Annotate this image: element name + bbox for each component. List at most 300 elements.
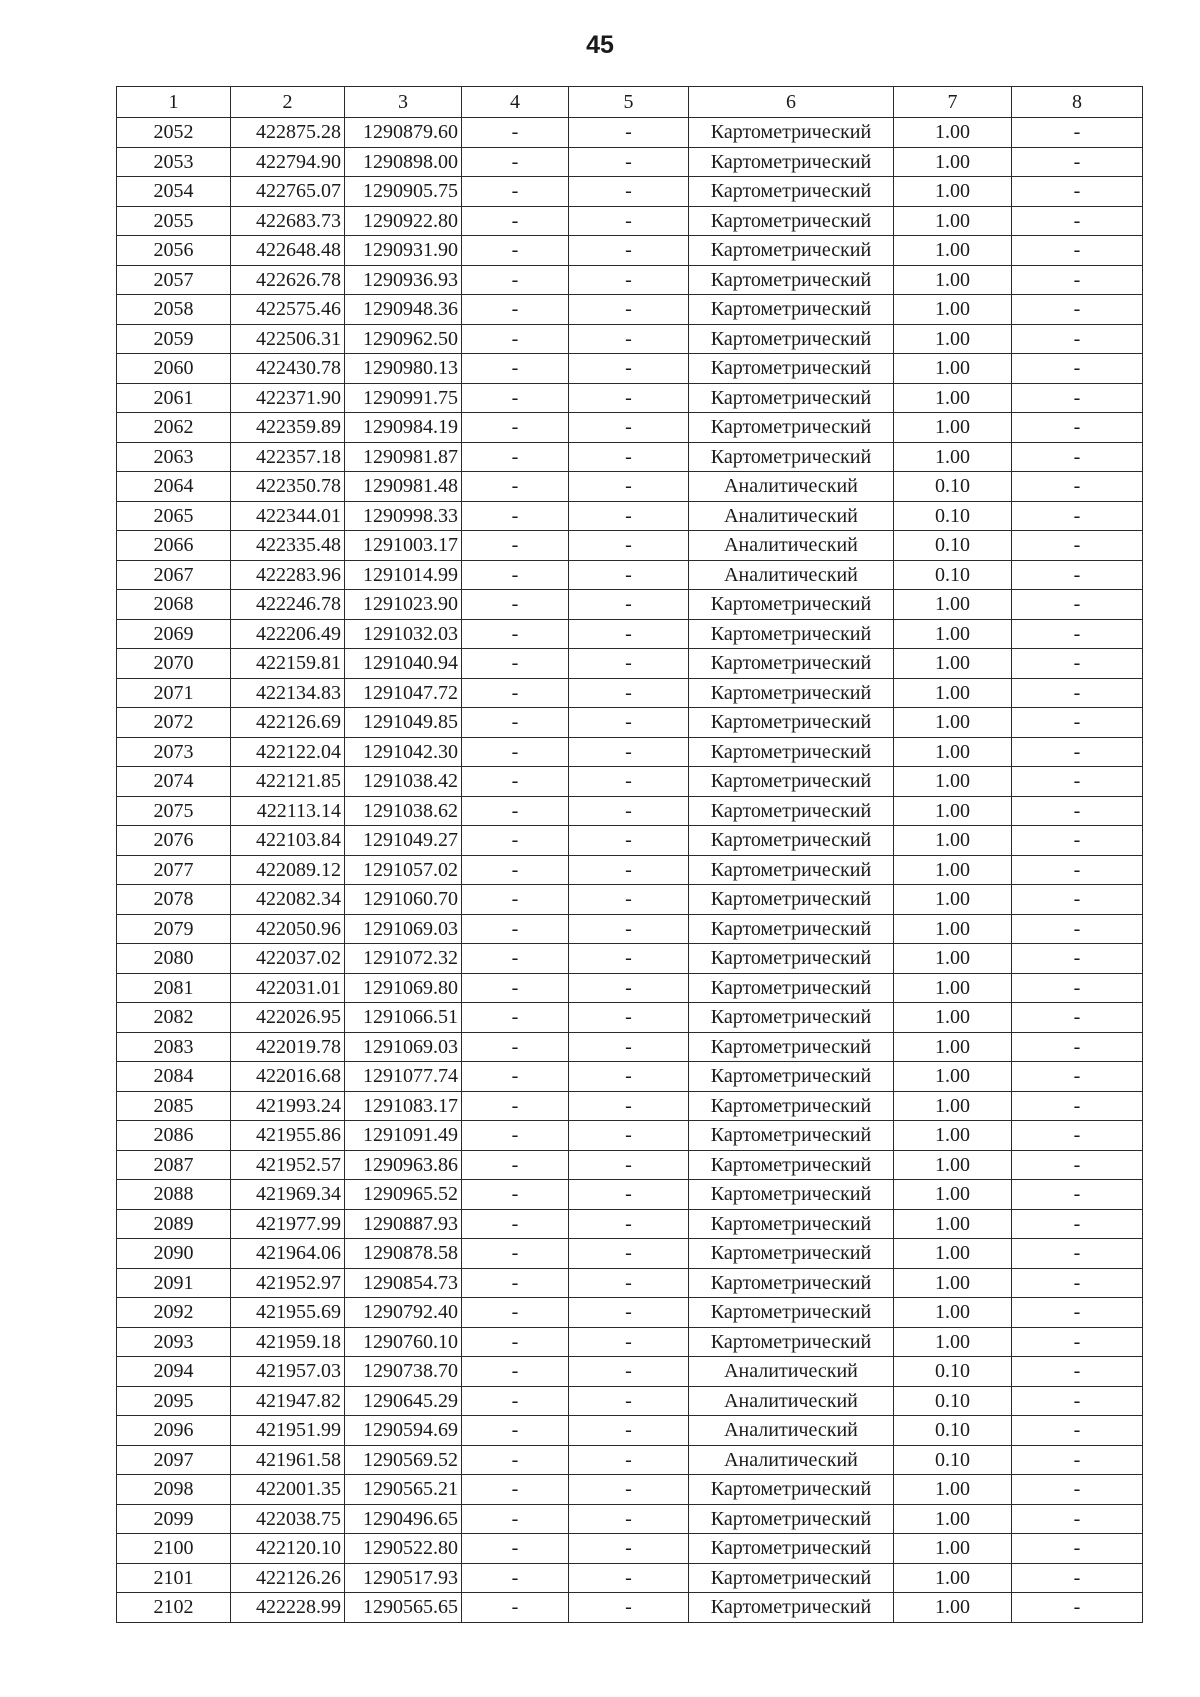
table-cell: 1290565.21: [345, 1475, 462, 1505]
table-cell: 1290991.75: [345, 383, 462, 413]
table-cell: 1.00: [894, 1298, 1012, 1328]
table-row: [117, 1327, 1143, 1357]
table-cell: 1290981.48: [345, 472, 462, 502]
table-cell: -: [1012, 560, 1143, 590]
table-cell: 2053: [117, 147, 231, 177]
table-cell: 1.00: [894, 1504, 1012, 1534]
table-cell: -: [462, 1298, 569, 1328]
table-cell: Аналитический: [689, 1416, 894, 1446]
table-cell: Картометрический: [689, 1563, 894, 1593]
table-row: [117, 1563, 1143, 1593]
table-cell: 422335.48: [231, 531, 345, 561]
table-cell: 422113.14: [231, 796, 345, 826]
table-cell: 2075: [117, 796, 231, 826]
table-cell: -: [462, 619, 569, 649]
table-cell: 1.00: [894, 737, 1012, 767]
table-header-row: [117, 87, 1143, 118]
table-cell: 1.00: [894, 1239, 1012, 1269]
table-cell: -: [569, 1445, 689, 1475]
table-cell: -: [569, 619, 689, 649]
table-cell: 1.00: [894, 944, 1012, 974]
table-cell: 2082: [117, 1003, 231, 1033]
table-cell: -: [569, 177, 689, 207]
table-row: [117, 855, 1143, 885]
table-cell: 1.00: [894, 1209, 1012, 1239]
table-cell: -: [462, 767, 569, 797]
table-row: [117, 118, 1143, 148]
table-cell: Картометрический: [689, 147, 894, 177]
table-cell: 1291069.03: [345, 1032, 462, 1062]
table-cell: -: [1012, 737, 1143, 767]
table-cell: Картометрический: [689, 737, 894, 767]
table-cell: 422089.12: [231, 855, 345, 885]
table-cell: -: [462, 914, 569, 944]
table-cell: -: [1012, 118, 1143, 148]
table-cell: 1291091.49: [345, 1121, 462, 1151]
table-cell: 2101: [117, 1563, 231, 1593]
table-cell: 422019.78: [231, 1032, 345, 1062]
table-cell: -: [462, 708, 569, 738]
table-cell: 2058: [117, 295, 231, 325]
table-cell: -: [462, 442, 569, 472]
table-cell: 1290854.73: [345, 1268, 462, 1298]
table-cell: 2078: [117, 885, 231, 915]
table-cell: 422350.78: [231, 472, 345, 502]
table-cell: -: [1012, 826, 1143, 856]
table-body: [117, 87, 1143, 1623]
table-row: [117, 560, 1143, 590]
table-cell: 422134.83: [231, 678, 345, 708]
table-row: [117, 206, 1143, 236]
table-cell: 2083: [117, 1032, 231, 1062]
table-row: [117, 531, 1143, 561]
table-cell: -: [462, 1357, 569, 1387]
table-cell: -: [569, 1298, 689, 1328]
table-cell: 421955.86: [231, 1121, 345, 1151]
table-cell: 422037.02: [231, 944, 345, 974]
table-cell: -: [462, 944, 569, 974]
table-cell: -: [569, 1239, 689, 1269]
table-cell: -: [462, 1593, 569, 1623]
table-cell: 1.00: [894, 1062, 1012, 1092]
table-cell: -: [1012, 1062, 1143, 1092]
table-cell: 1.00: [894, 855, 1012, 885]
table-cell: 1290565.65: [345, 1593, 462, 1623]
table-cell: 1.00: [894, 1121, 1012, 1151]
table-cell: 1.00: [894, 708, 1012, 738]
table-cell: 422228.99: [231, 1593, 345, 1623]
table-cell: 2091: [117, 1268, 231, 1298]
table-row: [117, 737, 1143, 767]
table-row: [117, 914, 1143, 944]
table-cell: -: [462, 826, 569, 856]
table-cell: -: [569, 1563, 689, 1593]
table-cell: 1290931.90: [345, 236, 462, 266]
table-cell: 1290792.40: [345, 1298, 462, 1328]
table-cell: -: [569, 1062, 689, 1092]
table-cell: 422206.49: [231, 619, 345, 649]
table-cell: -: [462, 678, 569, 708]
table-cell: Картометрический: [689, 796, 894, 826]
table-cell: 422357.18: [231, 442, 345, 472]
table-cell: Картометрический: [689, 678, 894, 708]
table-cell: -: [462, 1504, 569, 1534]
table-cell: 1.00: [894, 1003, 1012, 1033]
table-cell: -: [569, 826, 689, 856]
table-cell: -: [1012, 1180, 1143, 1210]
table-cell: 1.00: [894, 914, 1012, 944]
table-cell: -: [569, 796, 689, 826]
table-cell: Аналитический: [689, 472, 894, 502]
table-row: [117, 1298, 1143, 1328]
table-cell: 1291040.94: [345, 649, 462, 679]
table-cell: -: [462, 1268, 569, 1298]
table-cell: 421961.58: [231, 1445, 345, 1475]
table-cell: -: [1012, 1416, 1143, 1446]
table-row: [117, 1062, 1143, 1092]
table-row: [117, 442, 1143, 472]
table-cell: 422648.48: [231, 236, 345, 266]
table-row: [117, 1534, 1143, 1564]
table-cell: 2085: [117, 1091, 231, 1121]
table-cell: -: [1012, 324, 1143, 354]
table-cell: 422246.78: [231, 590, 345, 620]
table-cell: -: [1012, 413, 1143, 443]
table-cell: -: [1012, 708, 1143, 738]
table-cell: 1290980.13: [345, 354, 462, 384]
table-row: [117, 1268, 1143, 1298]
table-cell: -: [569, 1268, 689, 1298]
table-cell: -: [569, 324, 689, 354]
table-row: [117, 796, 1143, 826]
table-cell: 1.00: [894, 1593, 1012, 1623]
table-cell: -: [1012, 472, 1143, 502]
table-cell: -: [569, 118, 689, 148]
table-cell: Картометрический: [689, 1091, 894, 1121]
table-cell: 2055: [117, 206, 231, 236]
table-cell: 2098: [117, 1475, 231, 1505]
table-cell: -: [462, 973, 569, 1003]
table-row: [117, 1180, 1143, 1210]
table-cell: -: [462, 472, 569, 502]
table-cell: 2069: [117, 619, 231, 649]
table-cell: Картометрический: [689, 767, 894, 797]
table-cell: -: [569, 206, 689, 236]
table-cell: 1.00: [894, 885, 1012, 915]
table-cell: -: [462, 1416, 569, 1446]
table-cell: 0.10: [894, 560, 1012, 590]
table-cell: 422875.28: [231, 118, 345, 148]
table-cell: -: [1012, 1298, 1143, 1328]
table-row: [117, 1209, 1143, 1239]
table-cell: Аналитический: [689, 501, 894, 531]
coordinates-table: [116, 86, 1143, 1623]
table-row: [117, 708, 1143, 738]
table-cell: -: [569, 649, 689, 679]
table-cell: 2060: [117, 354, 231, 384]
table-cell: 2064: [117, 472, 231, 502]
table-cell: -: [1012, 295, 1143, 325]
table-cell: -: [569, 1180, 689, 1210]
table-cell: 1.00: [894, 383, 1012, 413]
table-cell: -: [462, 501, 569, 531]
table-cell: -: [462, 1327, 569, 1357]
table-cell: Картометрический: [689, 206, 894, 236]
table-cell: -: [1012, 590, 1143, 620]
table-cell: -: [462, 1563, 569, 1593]
table-cell: Картометрический: [689, 442, 894, 472]
table-cell: 1291038.42: [345, 767, 462, 797]
table-cell: Картометрический: [689, 1298, 894, 1328]
table-cell: 1290905.75: [345, 177, 462, 207]
table-cell: 2080: [117, 944, 231, 974]
table-cell: -: [462, 1475, 569, 1505]
table-row: [117, 1091, 1143, 1121]
table-cell: 1291049.85: [345, 708, 462, 738]
table-cell: 1290496.65: [345, 1504, 462, 1534]
table-cell: 1290962.50: [345, 324, 462, 354]
table-row: [117, 619, 1143, 649]
table-cell: 2074: [117, 767, 231, 797]
table-cell: -: [569, 1504, 689, 1534]
table-cell: -: [462, 1445, 569, 1475]
table-cell: 1.00: [894, 206, 1012, 236]
table-cell: -: [1012, 1563, 1143, 1593]
table-cell: Картометрический: [689, 855, 894, 885]
table-cell: 1290965.52: [345, 1180, 462, 1210]
table-cell: 2067: [117, 560, 231, 590]
table-cell: -: [569, 1150, 689, 1180]
page-number: 45: [586, 31, 614, 59]
table-cell: 2052: [117, 118, 231, 148]
table-cell: -: [569, 1534, 689, 1564]
table-cell: 422344.01: [231, 501, 345, 531]
table-cell: -: [462, 1091, 569, 1121]
table-cell: 1291003.17: [345, 531, 462, 561]
table-cell: -: [462, 737, 569, 767]
table-cell: -: [569, 383, 689, 413]
table-cell: -: [1012, 383, 1143, 413]
table-row: [117, 383, 1143, 413]
table-cell: -: [1012, 1593, 1143, 1623]
table-cell: 422120.10: [231, 1534, 345, 1564]
table-cell: 421969.34: [231, 1180, 345, 1210]
table-cell: 1291072.32: [345, 944, 462, 974]
table-cell: 422031.01: [231, 973, 345, 1003]
table-cell: -: [1012, 1032, 1143, 1062]
table-cell: -: [462, 531, 569, 561]
table-cell: -: [1012, 973, 1143, 1003]
table-cell: -: [1012, 678, 1143, 708]
table-row: [117, 295, 1143, 325]
table-cell: -: [1012, 206, 1143, 236]
table-cell: 1.00: [894, 1180, 1012, 1210]
table-cell: 0.10: [894, 1445, 1012, 1475]
table-cell: -: [462, 206, 569, 236]
table-cell: Картометрический: [689, 118, 894, 148]
table-cell: -: [1012, 1239, 1143, 1269]
table-cell: 1290963.86: [345, 1150, 462, 1180]
table-row: [117, 944, 1143, 974]
table-cell: -: [1012, 531, 1143, 561]
table-row: [117, 1416, 1143, 1446]
table-cell: 2062: [117, 413, 231, 443]
table-cell: 422683.73: [231, 206, 345, 236]
table-cell: -: [569, 1121, 689, 1151]
table-cell: 1290879.60: [345, 118, 462, 148]
table-row: [117, 1150, 1143, 1180]
table-row: [117, 472, 1143, 502]
table-cell: 422038.75: [231, 1504, 345, 1534]
table-cell: 1.00: [894, 295, 1012, 325]
table-cell: 421977.99: [231, 1209, 345, 1239]
table-cell: Картометрический: [689, 649, 894, 679]
table-cell: 1.00: [894, 767, 1012, 797]
table-cell: 2065: [117, 501, 231, 531]
table-cell: 2070: [117, 649, 231, 679]
table-cell: -: [569, 1327, 689, 1357]
table-cell: Картометрический: [689, 265, 894, 295]
table-cell: Картометрический: [689, 1062, 894, 1092]
column-header: 5: [569, 87, 689, 118]
table-cell: -: [1012, 649, 1143, 679]
table-cell: -: [1012, 1091, 1143, 1121]
table-cell: 1290998.33: [345, 501, 462, 531]
table-cell: 422794.90: [231, 147, 345, 177]
table-cell: Картометрический: [689, 413, 894, 443]
column-header: 2: [231, 87, 345, 118]
table-cell: -: [569, 295, 689, 325]
table-cell: 1291023.90: [345, 590, 462, 620]
table-cell: 1.00: [894, 1091, 1012, 1121]
table-cell: -: [1012, 619, 1143, 649]
table-cell: 0.10: [894, 1386, 1012, 1416]
table-cell: 2096: [117, 1416, 231, 1446]
table-cell: -: [462, 1209, 569, 1239]
table-cell: -: [569, 737, 689, 767]
table-row: [117, 1445, 1143, 1475]
table-cell: 1290738.70: [345, 1357, 462, 1387]
table-cell: Картометрический: [689, 944, 894, 974]
table-cell: 2057: [117, 265, 231, 295]
table-cell: 422026.95: [231, 1003, 345, 1033]
column-header: 7: [894, 87, 1012, 118]
table-cell: -: [462, 413, 569, 443]
table-cell: -: [569, 354, 689, 384]
table-cell: Аналитический: [689, 560, 894, 590]
table-cell: 1291083.17: [345, 1091, 462, 1121]
table-cell: 422126.26: [231, 1563, 345, 1593]
table-cell: -: [569, 767, 689, 797]
table-row: [117, 265, 1143, 295]
table-row: [117, 767, 1143, 797]
table-cell: 422082.34: [231, 885, 345, 915]
table-cell: 421952.97: [231, 1268, 345, 1298]
table-cell: 1290898.00: [345, 147, 462, 177]
table-cell: Картометрический: [689, 826, 894, 856]
table-cell: 422016.68: [231, 1062, 345, 1092]
column-header: 8: [1012, 87, 1143, 118]
table-cell: Картометрический: [689, 295, 894, 325]
table-cell: 1291057.02: [345, 855, 462, 885]
table-cell: -: [462, 590, 569, 620]
table-cell: -: [1012, 1327, 1143, 1357]
table-cell: Картометрический: [689, 885, 894, 915]
table-cell: 2097: [117, 1445, 231, 1475]
table-cell: -: [1012, 501, 1143, 531]
table-cell: 422371.90: [231, 383, 345, 413]
column-header: 1: [117, 87, 231, 118]
table-cell: -: [462, 1386, 569, 1416]
table-cell: 2068: [117, 590, 231, 620]
table-cell: 1.00: [894, 442, 1012, 472]
table-cell: -: [569, 914, 689, 944]
table-cell: -: [462, 885, 569, 915]
table-cell: -: [1012, 147, 1143, 177]
table-cell: -: [1012, 796, 1143, 826]
table-cell: Аналитический: [689, 1357, 894, 1387]
table-cell: 2100: [117, 1534, 231, 1564]
table-cell: 1.00: [894, 1563, 1012, 1593]
table-cell: Аналитический: [689, 531, 894, 561]
table-cell: 1.00: [894, 649, 1012, 679]
table-cell: 1.00: [894, 973, 1012, 1003]
table-cell: -: [462, 295, 569, 325]
table-cell: -: [569, 1209, 689, 1239]
table-cell: 2087: [117, 1150, 231, 1180]
table-cell: -: [1012, 1386, 1143, 1416]
table-cell: -: [1012, 1209, 1143, 1239]
table-cell: -: [462, 1150, 569, 1180]
table-cell: 0.10: [894, 1357, 1012, 1387]
table-cell: -: [1012, 236, 1143, 266]
table-cell: -: [1012, 1445, 1143, 1475]
table-cell: 1.00: [894, 1150, 1012, 1180]
table-row: [117, 354, 1143, 384]
table-row: [117, 1593, 1143, 1623]
table-cell: 422359.89: [231, 413, 345, 443]
table-cell: -: [462, 1121, 569, 1151]
table-row: [117, 826, 1143, 856]
table-cell: -: [462, 560, 569, 590]
table-cell: -: [569, 472, 689, 502]
table-cell: -: [1012, 1003, 1143, 1033]
table-row: [117, 1386, 1143, 1416]
table-cell: Картометрический: [689, 354, 894, 384]
table-cell: 1.00: [894, 1475, 1012, 1505]
table-row: [117, 649, 1143, 679]
table-cell: 1290569.52: [345, 1445, 462, 1475]
table-row: [117, 501, 1143, 531]
table-cell: Картометрический: [689, 914, 894, 944]
table-cell: 1290878.58: [345, 1239, 462, 1269]
table-cell: -: [1012, 1150, 1143, 1180]
table-cell: 1291066.51: [345, 1003, 462, 1033]
table-cell: -: [462, 1239, 569, 1269]
table-row: [117, 1475, 1143, 1505]
table-cell: -: [1012, 1268, 1143, 1298]
table-cell: 2079: [117, 914, 231, 944]
table-cell: 421951.99: [231, 1416, 345, 1446]
table-cell: 1291038.62: [345, 796, 462, 826]
column-header: 6: [689, 87, 894, 118]
table-cell: 421959.18: [231, 1327, 345, 1357]
table-cell: -: [1012, 855, 1143, 885]
table-cell: 2093: [117, 1327, 231, 1357]
table-cell: 0.10: [894, 472, 1012, 502]
table-row: [117, 1121, 1143, 1151]
table-row: [117, 590, 1143, 620]
